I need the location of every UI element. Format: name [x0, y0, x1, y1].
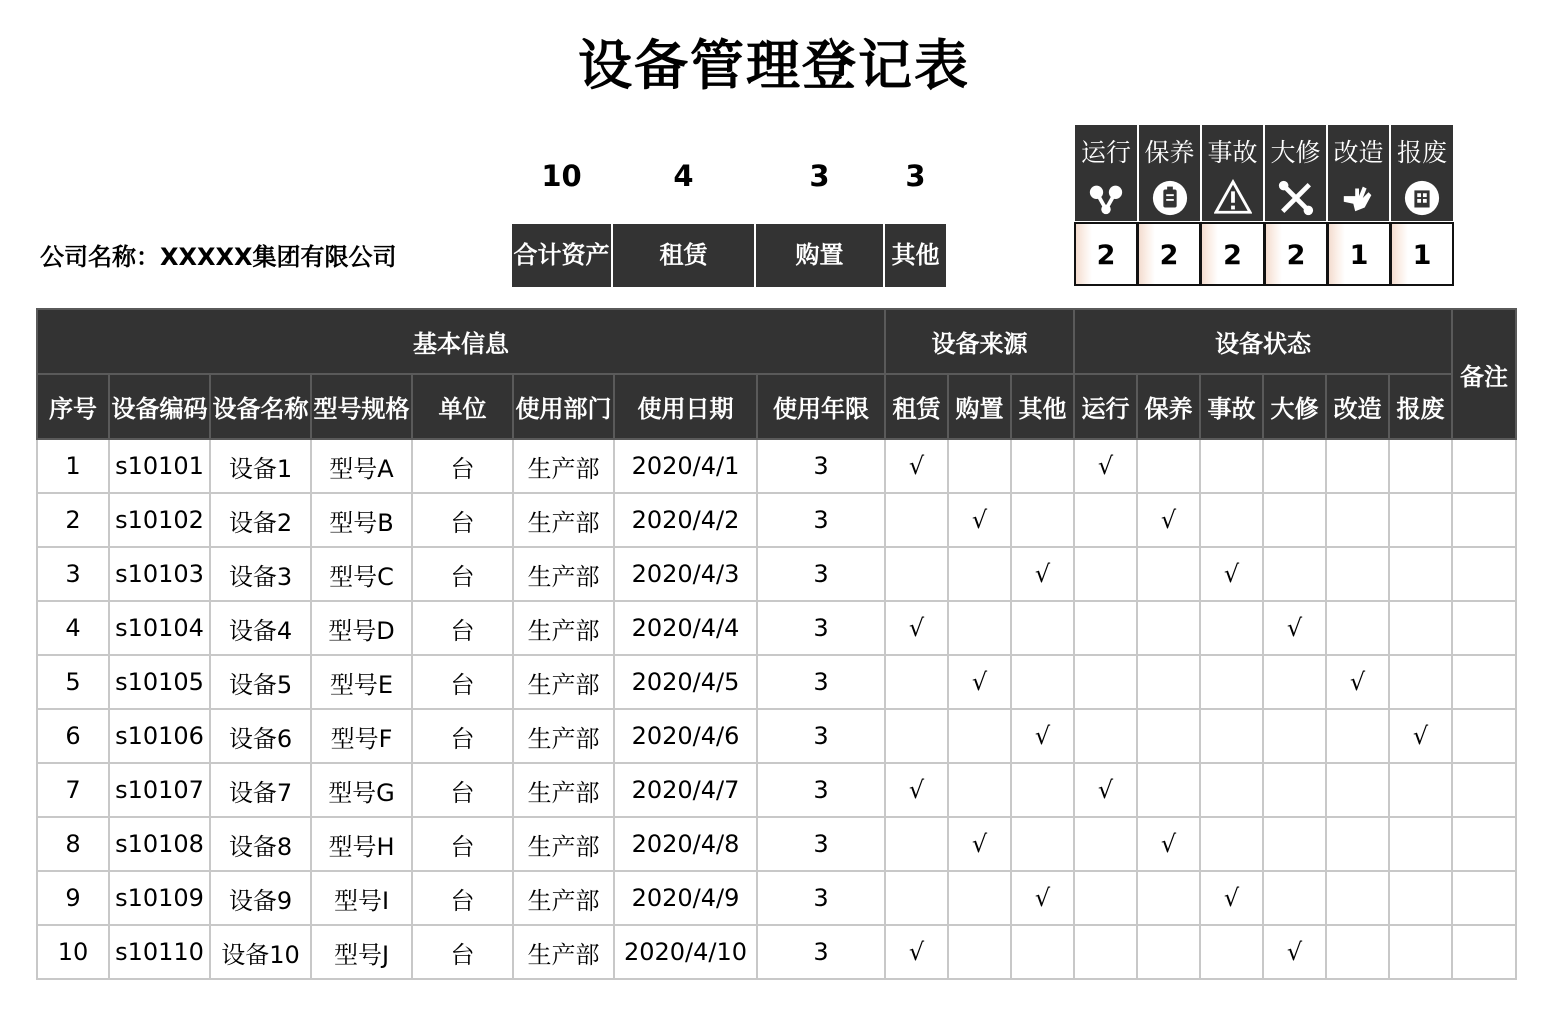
cell-purchase: √ [948, 493, 1011, 547]
cell-accident [1200, 709, 1263, 763]
status-maintain-header [1139, 125, 1200, 221]
scrap-icon [1403, 179, 1441, 217]
warning-icon [1214, 179, 1252, 217]
status-accident-label: 事故 [1207, 138, 1258, 167]
status-overhaul-count: 2 [1264, 222, 1328, 286]
cell-run: √ [1074, 763, 1137, 817]
col-remark: 备注 [1452, 309, 1516, 439]
cell-maintain [1137, 925, 1200, 979]
cell-accident [1200, 655, 1263, 709]
cell-scrap [1389, 601, 1452, 655]
cell-overhaul [1263, 709, 1326, 763]
cell-retrofit [1326, 547, 1389, 601]
cell-department: 生产部 [513, 439, 614, 493]
cell-maintain [1137, 439, 1200, 493]
cell-years: 3 [757, 871, 885, 925]
cell-department: 生产部 [513, 925, 614, 979]
cell-overhaul [1263, 547, 1326, 601]
cell-department: 生产部 [513, 493, 614, 547]
cell-lease: √ [885, 601, 948, 655]
col-lease: 租赁 [885, 374, 948, 439]
cell-lease [885, 655, 948, 709]
cell-date: 2020/4/3 [614, 547, 757, 601]
cell-retrofit [1326, 709, 1389, 763]
cell-model: 型号F [311, 709, 412, 763]
table-row [37, 601, 1516, 655]
cell-years: 3 [757, 763, 885, 817]
cell-unit: 台 [412, 439, 513, 493]
cell-date: 2020/4/2 [614, 493, 757, 547]
cell-department: 生产部 [513, 817, 614, 871]
cell-scrap [1389, 439, 1452, 493]
col-name: 设备名称 [210, 374, 311, 439]
total-assets-label: 合计资产 [512, 224, 611, 287]
cell-model: 型号B [311, 493, 412, 547]
cell-years: 3 [757, 817, 885, 871]
cell-run [1074, 655, 1137, 709]
cell-model: 型号A [311, 439, 412, 493]
col-code: 设备编码 [109, 374, 210, 439]
cell-seq: 10 [37, 925, 109, 979]
cell-name: 设备2 [210, 493, 311, 547]
cell-code: s10105 [109, 655, 210, 709]
col-unit: 单位 [412, 374, 513, 439]
cell-scrap [1389, 925, 1452, 979]
cell-run [1074, 925, 1137, 979]
cell-seq: 7 [37, 763, 109, 817]
cell-department: 生产部 [513, 709, 614, 763]
cell-purchase [948, 439, 1011, 493]
cell-name: 设备9 [210, 871, 311, 925]
col-maintain: 保养 [1137, 374, 1200, 439]
cell-date: 2020/4/8 [614, 817, 757, 871]
status-scrap-header [1391, 125, 1453, 221]
table-row [37, 547, 1516, 601]
cell-retrofit [1326, 601, 1389, 655]
purchase-label: 购置 [756, 224, 883, 287]
table-row [37, 871, 1516, 925]
cell-department: 生产部 [513, 763, 614, 817]
page-title: 设备管理登记表 [578, 34, 970, 97]
cell-accident [1200, 439, 1263, 493]
cell-overhaul: √ [1263, 601, 1326, 655]
table-row [37, 925, 1516, 979]
cell-model: 型号H [311, 817, 412, 871]
cell-seq: 5 [37, 655, 109, 709]
cell-unit: 台 [412, 709, 513, 763]
cell-scrap [1389, 655, 1452, 709]
cell-accident [1200, 601, 1263, 655]
cell-overhaul [1263, 655, 1326, 709]
cell-maintain [1137, 709, 1200, 763]
cell-seq: 2 [37, 493, 109, 547]
tools-icon [1277, 179, 1315, 217]
cell-run [1074, 817, 1137, 871]
maintain-icon [1151, 179, 1189, 217]
other-count-value: 3 [905, 159, 926, 193]
cell-unit: 台 [412, 871, 513, 925]
status-accident-header [1202, 125, 1263, 221]
cell-other [1011, 493, 1074, 547]
status-overhaul-header [1265, 125, 1326, 221]
cell-unit: 台 [412, 817, 513, 871]
cell-lease [885, 709, 948, 763]
col-retrofit: 改造 [1326, 374, 1389, 439]
cell-model: 型号J [311, 925, 412, 979]
cell-other: √ [1011, 871, 1074, 925]
cell-years: 3 [757, 925, 885, 979]
cell-purchase [948, 763, 1011, 817]
cell-lease: √ [885, 925, 948, 979]
col-department: 使用部门 [513, 374, 614, 439]
cell-scrap [1389, 871, 1452, 925]
cell-other [1011, 601, 1074, 655]
cell-scrap: √ [1389, 709, 1452, 763]
cell-run [1074, 871, 1137, 925]
run-icon [1087, 179, 1125, 217]
cell-name: 设备3 [210, 547, 311, 601]
cell-years: 3 [757, 439, 885, 493]
cell-overhaul: √ [1263, 925, 1326, 979]
cell-seq: 8 [37, 817, 109, 871]
cell-seq: 4 [37, 601, 109, 655]
cell-lease [885, 547, 948, 601]
cell-purchase [948, 547, 1011, 601]
cell-scrap [1389, 763, 1452, 817]
table-row [37, 817, 1516, 871]
cell-retrofit [1326, 439, 1389, 493]
hand-icon [1340, 179, 1378, 217]
cell-date: 2020/4/4 [614, 601, 757, 655]
cell-department: 生产部 [513, 871, 614, 925]
cell-remark [1452, 601, 1516, 655]
cell-overhaul [1263, 817, 1326, 871]
cell-code: s10102 [109, 493, 210, 547]
cell-retrofit [1326, 763, 1389, 817]
cell-maintain [1137, 547, 1200, 601]
cell-retrofit [1326, 925, 1389, 979]
cell-unit: 台 [412, 763, 513, 817]
cell-scrap [1389, 493, 1452, 547]
cell-maintain [1137, 763, 1200, 817]
cell-purchase [948, 709, 1011, 763]
cell-purchase: √ [948, 817, 1011, 871]
cell-model: 型号E [311, 655, 412, 709]
status-run-count: 2 [1074, 222, 1138, 286]
col-overhaul: 大修 [1263, 374, 1326, 439]
cell-maintain: √ [1137, 493, 1200, 547]
cell-remark [1452, 817, 1516, 871]
cell-remark [1452, 763, 1516, 817]
cell-name: 设备7 [210, 763, 311, 817]
cell-unit: 台 [412, 493, 513, 547]
cell-seq: 3 [37, 547, 109, 601]
table-row [37, 493, 1516, 547]
purchase-count-value: 3 [809, 159, 830, 193]
cell-retrofit [1326, 871, 1389, 925]
group-basic-info: 基本信息 [37, 309, 885, 374]
cell-years: 3 [757, 601, 885, 655]
cell-date: 2020/4/1 [614, 439, 757, 493]
cell-code: s10103 [109, 547, 210, 601]
cell-remark [1452, 709, 1516, 763]
status-retrofit-label: 改造 [1333, 138, 1384, 167]
cell-other [1011, 655, 1074, 709]
cell-scrap [1389, 547, 1452, 601]
status-overhaul-label: 大修 [1270, 138, 1321, 167]
cell-run [1074, 547, 1137, 601]
cell-overhaul [1263, 763, 1326, 817]
col-purchase: 购置 [948, 374, 1011, 439]
cell-model: 型号C [311, 547, 412, 601]
cell-maintain [1137, 871, 1200, 925]
cell-code: s10107 [109, 763, 210, 817]
status-maintain-count: 2 [1137, 222, 1201, 286]
cell-name: 设备4 [210, 601, 311, 655]
cell-scrap [1389, 817, 1452, 871]
equipment-table [36, 308, 1517, 980]
status-maintain-label: 保养 [1144, 138, 1195, 167]
cell-accident [1200, 763, 1263, 817]
lease-count-value: 4 [673, 159, 694, 193]
cell-seq: 6 [37, 709, 109, 763]
group-equipment-source: 设备来源 [885, 309, 1074, 374]
status-scrap-count: 1 [1390, 222, 1454, 286]
cell-lease [885, 871, 948, 925]
status-retrofit-header [1328, 125, 1389, 221]
cell-department: 生产部 [513, 547, 614, 601]
cell-remark [1452, 439, 1516, 493]
col-other: 其他 [1011, 374, 1074, 439]
cell-retrofit [1326, 817, 1389, 871]
cell-purchase [948, 601, 1011, 655]
cell-model: 型号I [311, 871, 412, 925]
status-retrofit-count: 1 [1327, 222, 1391, 286]
cell-other [1011, 925, 1074, 979]
cell-purchase: √ [948, 655, 1011, 709]
col-accident: 事故 [1200, 374, 1263, 439]
col-scrap: 报废 [1389, 374, 1452, 439]
cell-accident: √ [1200, 871, 1263, 925]
cell-retrofit: √ [1326, 655, 1389, 709]
cell-accident [1200, 817, 1263, 871]
cell-overhaul [1263, 493, 1326, 547]
cell-remark [1452, 925, 1516, 979]
cell-other: √ [1011, 547, 1074, 601]
cell-name: 设备1 [210, 439, 311, 493]
total-assets-value: 10 [541, 159, 582, 193]
cell-accident [1200, 493, 1263, 547]
cell-department: 生产部 [513, 601, 614, 655]
cell-run: √ [1074, 439, 1137, 493]
cell-maintain [1137, 655, 1200, 709]
lease-label: 租赁 [613, 224, 754, 287]
cell-remark [1452, 655, 1516, 709]
company-name: 公司名称：XXXXX集团有限公司 [40, 243, 397, 271]
group-equipment-status: 设备状态 [1074, 309, 1452, 374]
cell-date: 2020/4/10 [614, 925, 757, 979]
col-seq: 序号 [37, 374, 109, 439]
cell-unit: 台 [412, 655, 513, 709]
status-scrap-label: 报废 [1396, 138, 1447, 167]
cell-remark [1452, 871, 1516, 925]
status-run-label: 运行 [1080, 138, 1131, 167]
col-run: 运行 [1074, 374, 1137, 439]
cell-other: √ [1011, 709, 1074, 763]
cell-years: 3 [757, 655, 885, 709]
cell-other [1011, 763, 1074, 817]
cell-unit: 台 [412, 547, 513, 601]
cell-lease [885, 817, 948, 871]
cell-run [1074, 709, 1137, 763]
cell-accident [1200, 925, 1263, 979]
cell-other [1011, 439, 1074, 493]
cell-years: 3 [757, 547, 885, 601]
cell-remark [1452, 493, 1516, 547]
table-row [37, 709, 1516, 763]
cell-maintain [1137, 601, 1200, 655]
cell-name: 设备10 [210, 925, 311, 979]
table-row [37, 655, 1516, 709]
cell-lease: √ [885, 763, 948, 817]
cell-name: 设备8 [210, 817, 311, 871]
cell-lease [885, 493, 948, 547]
cell-department: 生产部 [513, 655, 614, 709]
col-model: 型号规格 [311, 374, 412, 439]
cell-other [1011, 817, 1074, 871]
cell-name: 设备6 [210, 709, 311, 763]
cell-seq: 9 [37, 871, 109, 925]
cell-date: 2020/4/7 [614, 763, 757, 817]
cell-date: 2020/4/9 [614, 871, 757, 925]
cell-overhaul [1263, 871, 1326, 925]
cell-run [1074, 493, 1137, 547]
table-row [37, 763, 1516, 817]
cell-years: 3 [757, 493, 885, 547]
cell-code: s10101 [109, 439, 210, 493]
status-accident-count: 2 [1200, 222, 1265, 286]
cell-code: s10106 [109, 709, 210, 763]
cell-code: s10110 [109, 925, 210, 979]
cell-remark [1452, 547, 1516, 601]
cell-code: s10109 [109, 871, 210, 925]
cell-name: 设备5 [210, 655, 311, 709]
cell-unit: 台 [412, 601, 513, 655]
cell-date: 2020/4/5 [614, 655, 757, 709]
cell-accident: √ [1200, 547, 1263, 601]
cell-model: 型号D [311, 601, 412, 655]
table-row [37, 439, 1516, 493]
other-label: 其他 [885, 224, 946, 287]
cell-lease: √ [885, 439, 948, 493]
col-years: 使用年限 [757, 374, 885, 439]
col-date: 使用日期 [614, 374, 757, 439]
cell-retrofit [1326, 493, 1389, 547]
cell-overhaul [1263, 439, 1326, 493]
cell-model: 型号G [311, 763, 412, 817]
cell-maintain: √ [1137, 817, 1200, 871]
cell-years: 3 [757, 709, 885, 763]
cell-purchase [948, 925, 1011, 979]
cell-code: s10104 [109, 601, 210, 655]
cell-seq: 1 [37, 439, 109, 493]
cell-purchase [948, 871, 1011, 925]
cell-run [1074, 601, 1137, 655]
cell-unit: 台 [412, 925, 513, 979]
cell-date: 2020/4/6 [614, 709, 757, 763]
cell-code: s10108 [109, 817, 210, 871]
status-run-header [1075, 125, 1137, 221]
